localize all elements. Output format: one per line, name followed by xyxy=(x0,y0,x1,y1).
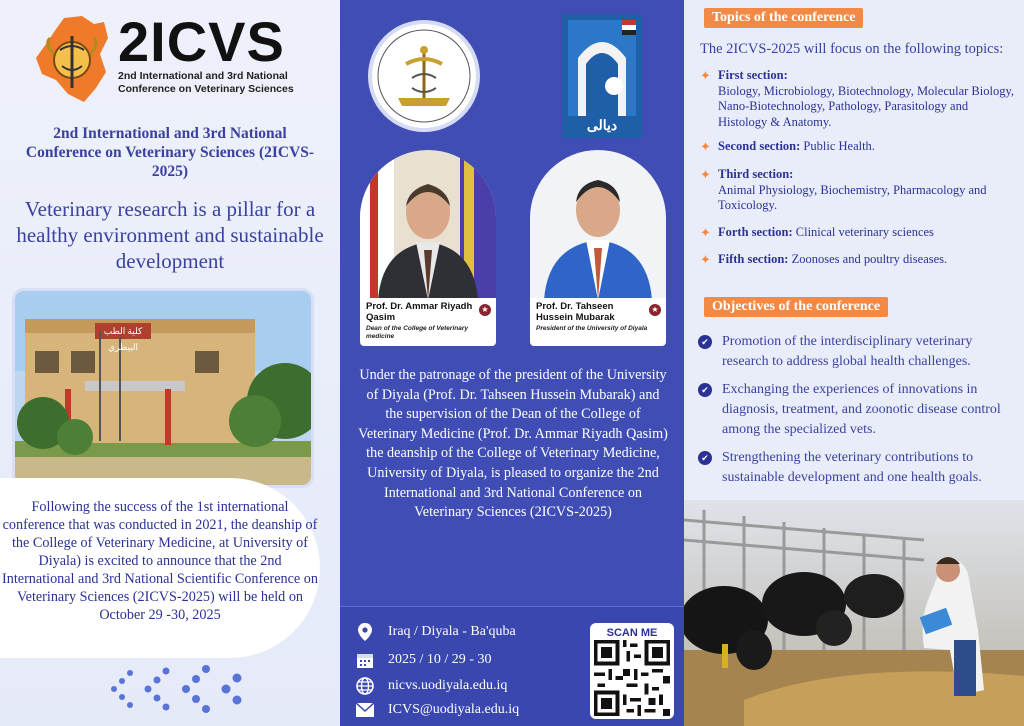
sparkle-bullet-icon: ✦ xyxy=(700,139,711,154)
brand-subtitle: 2nd International and 3rd National Conference on Veterinary Sciences xyxy=(118,70,294,95)
qr-code-icon xyxy=(593,640,671,716)
email-row xyxy=(356,699,519,721)
topics-heading: Topics of the conference xyxy=(704,8,863,28)
objective-text: Strengthening the veterinary contributions to sustainable development and one health goals. xyxy=(722,450,982,485)
check-circle-icon: ✔ xyxy=(698,383,712,397)
email-link[interactable]: ICVS@uodiyala.edu.iq xyxy=(388,702,520,717)
speaker-card-president xyxy=(530,150,666,332)
speaker-name: Prof. Dr. Ammar Riyadh Qasim xyxy=(366,301,473,323)
objective-text: Promotion of the interdisciplinary veterinary research to address global health challenges. xyxy=(722,334,973,369)
middle-panel xyxy=(340,0,684,726)
topic-item xyxy=(700,139,1016,155)
college-building-photo xyxy=(12,288,314,488)
topic-item xyxy=(700,167,1016,214)
objective-item xyxy=(698,448,1016,488)
speaker-role: Dean of the College of Veterinary medicine xyxy=(366,325,468,340)
speaker-role: President of the University of Diyala xyxy=(536,325,648,332)
university-of-diyala-logo xyxy=(562,14,642,138)
speaker-caption-president xyxy=(530,298,666,346)
iraq-map-logo xyxy=(34,14,110,106)
topic-body: Animal Physiology, Biochemistry, Pharmacology and Toxicology. xyxy=(718,182,987,212)
location-row xyxy=(356,621,516,643)
location-text: Iraq / Diyala - Ba'quba xyxy=(388,624,516,639)
patronage-text: Under the patronage of the president of the University of Diyala (Prof. Dr. Tahseen Hussein Mubarak) and the supervision of the Dean of the College of Veterinary Medicine (Prof. Dr. Ammar Riyadh Qasim) the deanship of the College of Veterinary Medicine, University of Diyala, is pleased to organize the 2nd International and 3rd National Conference on Veterinary Sciences (2ICVS-2025) xyxy=(358,367,668,521)
date-text: 2025 / 10 / 29 - 30 xyxy=(388,652,492,667)
sparkle-bullet-icon: ✦ xyxy=(700,68,711,83)
objective-item xyxy=(698,380,1016,440)
topic-title: Forth section: xyxy=(718,225,793,239)
right-panel xyxy=(684,0,1024,726)
speaker-caption-dean xyxy=(360,298,496,346)
check-circle-icon: ✔ xyxy=(698,451,712,465)
sparkle-bullet-icon: ✦ xyxy=(700,252,711,267)
star-badge-icon: ★ xyxy=(479,304,491,316)
qr-code-card[interactable] xyxy=(590,623,674,719)
slogan: Veterinary research is a pillar for a healthy environment and sustainable development xyxy=(16,197,324,273)
conference-title: 2nd International and 3rd National Conference on Veterinary Sciences (2ICVS-2025) xyxy=(25,125,315,180)
objective-text: Exchanging the experiences of innovations in diagnosis, treatment, and zoonotic disease control among the specialized vets. xyxy=(722,382,1001,437)
calendar-icon xyxy=(356,651,374,669)
topic-body: Public Health. xyxy=(803,139,875,153)
scan-me-label: SCAN ME xyxy=(606,627,658,639)
date-row xyxy=(356,649,491,671)
sparkle-bullet-icon: ✦ xyxy=(700,167,711,182)
speaker-name: Prof. Dr. Tahseen Hussein Mubarak xyxy=(536,301,615,323)
speaker-photo-dean xyxy=(360,150,496,300)
topics-intro: The 2ICVS-2025 will focus on the following topics: xyxy=(700,41,1004,57)
check-circle-icon: ✔ xyxy=(698,335,712,349)
diyala-logo-text: ديالى xyxy=(586,119,618,134)
topic-title: Second section: xyxy=(718,139,801,153)
objective-item xyxy=(698,332,1016,372)
website-row xyxy=(356,675,507,697)
topic-body: Biology, Microbiology, Biotechnology, Molecular Biology, Nano-Biotechnology, Pathology, Parasitology and Histology & Anatomy. xyxy=(718,83,1015,129)
topic-item xyxy=(700,252,1016,268)
contact-info-bar xyxy=(340,606,684,726)
globe-icon xyxy=(356,677,374,695)
topic-item xyxy=(700,68,1016,130)
brand-name: 2ICVS xyxy=(118,10,285,73)
objectives-heading: Objectives of the conference xyxy=(704,297,888,317)
topic-body: Clinical veterinary sciences xyxy=(795,225,934,239)
building-illustration xyxy=(15,291,314,488)
topic-title: First section: xyxy=(718,68,788,82)
speaker-photo-president xyxy=(530,150,666,300)
location-pin-icon xyxy=(356,623,374,641)
sparkle-bullet-icon: ✦ xyxy=(700,225,711,240)
topic-body: Zoonoses and poultry diseases. xyxy=(791,252,948,266)
left-panel xyxy=(0,0,340,726)
star-badge-icon: ★ xyxy=(649,304,661,316)
speaker-card-dean xyxy=(360,150,496,340)
caduceus-emblem-icon xyxy=(372,24,476,128)
topic-title: Third section: xyxy=(718,167,794,181)
veterinarian-cattle-photo xyxy=(684,500,1024,726)
website-link[interactable]: nicvs.uodiyala.edu.iq xyxy=(388,678,508,693)
topic-item xyxy=(700,225,1016,241)
building-sign: كلية الطب البيطري xyxy=(103,326,143,352)
topic-title: Fifth section: xyxy=(718,252,789,266)
college-logo xyxy=(368,20,480,132)
chevron-arrows-icon xyxy=(100,660,250,718)
envelope-icon xyxy=(356,701,374,719)
announcement-text: Following the success of the 1st international conference that was conducted in 2021, the deanship of the College of Veterinary Medicine, at University of Diyala) is excited to announce that the 2nd International and 3rd National Scientific Conference on Veterinary Sciences (2ICVS-2025) will be held on October 29 -30, 2025 xyxy=(2,499,318,623)
